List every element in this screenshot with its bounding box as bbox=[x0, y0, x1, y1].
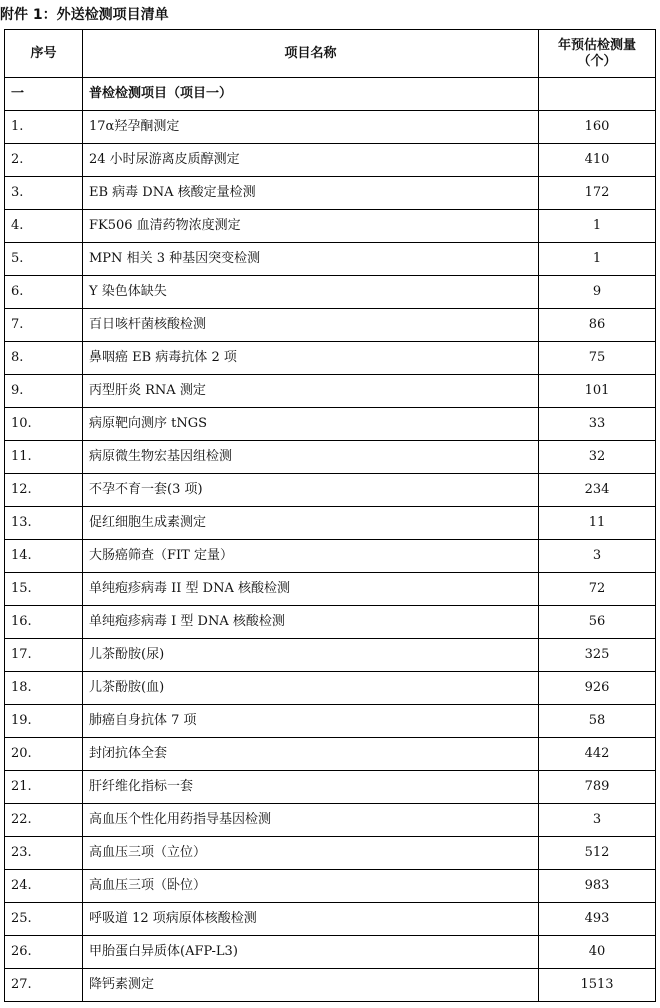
row-number: 14. bbox=[5, 540, 83, 573]
table-row bbox=[5, 672, 656, 705]
row-number: 11. bbox=[5, 441, 83, 474]
table-row bbox=[5, 936, 656, 969]
row-quantity: 160 bbox=[539, 111, 656, 144]
row-number: 9. bbox=[5, 375, 83, 408]
table-row bbox=[5, 375, 656, 408]
row-number: 18. bbox=[5, 672, 83, 705]
header-qty-line1: 年预估检测量 bbox=[557, 37, 636, 53]
row-number: 25. bbox=[5, 903, 83, 936]
table-row bbox=[5, 276, 656, 309]
row-number: 12. bbox=[5, 474, 83, 507]
row-number: 20. bbox=[5, 738, 83, 771]
table-row bbox=[5, 342, 656, 375]
row-item-name: 鼻咽癌 EB 病毒抗体 2 项 bbox=[83, 342, 539, 375]
row-number: 6. bbox=[5, 276, 83, 309]
table-row bbox=[5, 111, 656, 144]
row-number: 27. bbox=[5, 969, 83, 1002]
table-row bbox=[5, 408, 656, 441]
row-item-name: 不孕不育一套(3 项) bbox=[83, 474, 539, 507]
row-number: 7. bbox=[5, 309, 83, 342]
row-item-name: 肝纤维化指标一套 bbox=[83, 771, 539, 804]
row-item-name: 大肠癌筛查（FIT 定量） bbox=[83, 540, 539, 573]
row-quantity: 9 bbox=[539, 276, 656, 309]
table-row bbox=[5, 441, 656, 474]
row-quantity: 410 bbox=[539, 144, 656, 177]
table-row bbox=[5, 870, 656, 903]
table-row bbox=[5, 507, 656, 540]
row-number: 2. bbox=[5, 144, 83, 177]
table-row bbox=[5, 474, 656, 507]
row-item-name: 降钙素测定 bbox=[83, 969, 539, 1002]
table-row bbox=[5, 144, 656, 177]
row-number: 13. bbox=[5, 507, 83, 540]
table-header-row bbox=[5, 30, 656, 78]
row-quantity: 1 bbox=[539, 210, 656, 243]
row-item-name: 促红细胞生成素测定 bbox=[83, 507, 539, 540]
row-item-name: FK506 血清药物浓度测定 bbox=[83, 210, 539, 243]
row-number: 1. bbox=[5, 111, 83, 144]
row-quantity: 1513 bbox=[539, 969, 656, 1002]
row-quantity: 11 bbox=[539, 507, 656, 540]
table-row bbox=[5, 903, 656, 936]
row-item-name: 甲胎蛋白异质体(AFP-L3) bbox=[83, 936, 539, 969]
section-name: 普检检测项目（项目一） bbox=[83, 78, 539, 111]
table-row bbox=[5, 573, 656, 606]
row-item-name: 高血压个性化用药指导基因检测 bbox=[83, 804, 539, 837]
row-quantity: 512 bbox=[539, 837, 656, 870]
section-number: 一 bbox=[5, 78, 83, 111]
row-quantity: 234 bbox=[539, 474, 656, 507]
row-quantity: 3 bbox=[539, 804, 656, 837]
row-quantity: 33 bbox=[539, 408, 656, 441]
table-row bbox=[5, 837, 656, 870]
row-number: 8. bbox=[5, 342, 83, 375]
row-number: 24. bbox=[5, 870, 83, 903]
row-quantity: 75 bbox=[539, 342, 656, 375]
table-row bbox=[5, 738, 656, 771]
test-items-table bbox=[4, 29, 656, 1002]
row-number: 26. bbox=[5, 936, 83, 969]
row-quantity: 101 bbox=[539, 375, 656, 408]
table-row bbox=[5, 639, 656, 672]
row-item-name: 病原微生物宏基因组检测 bbox=[83, 441, 539, 474]
row-number: 3. bbox=[5, 177, 83, 210]
header-annual-quantity bbox=[539, 30, 656, 78]
row-quantity: 72 bbox=[539, 573, 656, 606]
row-quantity: 325 bbox=[539, 639, 656, 672]
row-item-name: 24 小时尿游离皮质醇测定 bbox=[83, 144, 539, 177]
row-item-name: 高血压三项（卧位） bbox=[83, 870, 539, 903]
row-item-name: 单纯疱疹病毒 I 型 DNA 核酸检测 bbox=[83, 606, 539, 639]
row-item-name: EB 病毒 DNA 核酸定量检测 bbox=[83, 177, 539, 210]
row-number: 4. bbox=[5, 210, 83, 243]
document-title: 附件 1：外送检测项目清单 bbox=[0, 7, 169, 23]
row-item-name: 高血压三项（立位） bbox=[83, 837, 539, 870]
table-row bbox=[5, 177, 656, 210]
row-item-name: 病原靶向测序 tNGS bbox=[83, 408, 539, 441]
row-item-name: 儿茶酚胺(尿) bbox=[83, 639, 539, 672]
row-item-name: 17α羟孕酮测定 bbox=[83, 111, 539, 144]
section-row bbox=[5, 78, 656, 111]
row-quantity: 58 bbox=[539, 705, 656, 738]
row-quantity: 926 bbox=[539, 672, 656, 705]
row-quantity: 1 bbox=[539, 243, 656, 276]
table-row bbox=[5, 969, 656, 1002]
row-quantity: 493 bbox=[539, 903, 656, 936]
table-row bbox=[5, 771, 656, 804]
row-number: 10. bbox=[5, 408, 83, 441]
table-row bbox=[5, 309, 656, 342]
row-quantity: 3 bbox=[539, 540, 656, 573]
row-item-name: 丙型肝炎 RNA 测定 bbox=[83, 375, 539, 408]
row-item-name: Y 染色体缺失 bbox=[83, 276, 539, 309]
table-row bbox=[5, 210, 656, 243]
row-quantity: 32 bbox=[539, 441, 656, 474]
row-item-name: 封闭抗体全套 bbox=[83, 738, 539, 771]
row-item-name: 肺癌自身抗体 7 项 bbox=[83, 705, 539, 738]
row-number: 5. bbox=[5, 243, 83, 276]
row-quantity: 86 bbox=[539, 309, 656, 342]
header-item-name: 项目名称 bbox=[83, 30, 539, 78]
table-row bbox=[5, 243, 656, 276]
table-row bbox=[5, 705, 656, 738]
row-item-name: 单纯疱疹病毒 II 型 DNA 核酸检测 bbox=[83, 573, 539, 606]
row-number: 23. bbox=[5, 837, 83, 870]
header-qty-line2: （个） bbox=[577, 53, 617, 69]
row-quantity: 789 bbox=[539, 771, 656, 804]
row-item-name: 百日咳杆菌核酸检测 bbox=[83, 309, 539, 342]
table-row bbox=[5, 540, 656, 573]
section-quantity bbox=[539, 78, 656, 111]
row-number: 22. bbox=[5, 804, 83, 837]
row-number: 15. bbox=[5, 573, 83, 606]
header-number: 序号 bbox=[5, 30, 83, 78]
table-row bbox=[5, 606, 656, 639]
row-number: 16. bbox=[5, 606, 83, 639]
row-quantity: 40 bbox=[539, 936, 656, 969]
row-quantity: 172 bbox=[539, 177, 656, 210]
row-item-name: 呼吸道 12 项病原体核酸检测 bbox=[83, 903, 539, 936]
row-number: 19. bbox=[5, 705, 83, 738]
row-item-name: 儿茶酚胺(血) bbox=[83, 672, 539, 705]
row-quantity: 983 bbox=[539, 870, 656, 903]
row-number: 21. bbox=[5, 771, 83, 804]
row-quantity: 442 bbox=[539, 738, 656, 771]
row-number: 17. bbox=[5, 639, 83, 672]
table-row bbox=[5, 804, 656, 837]
row-item-name: MPN 相关 3 种基因突变检测 bbox=[83, 243, 539, 276]
row-quantity: 56 bbox=[539, 606, 656, 639]
